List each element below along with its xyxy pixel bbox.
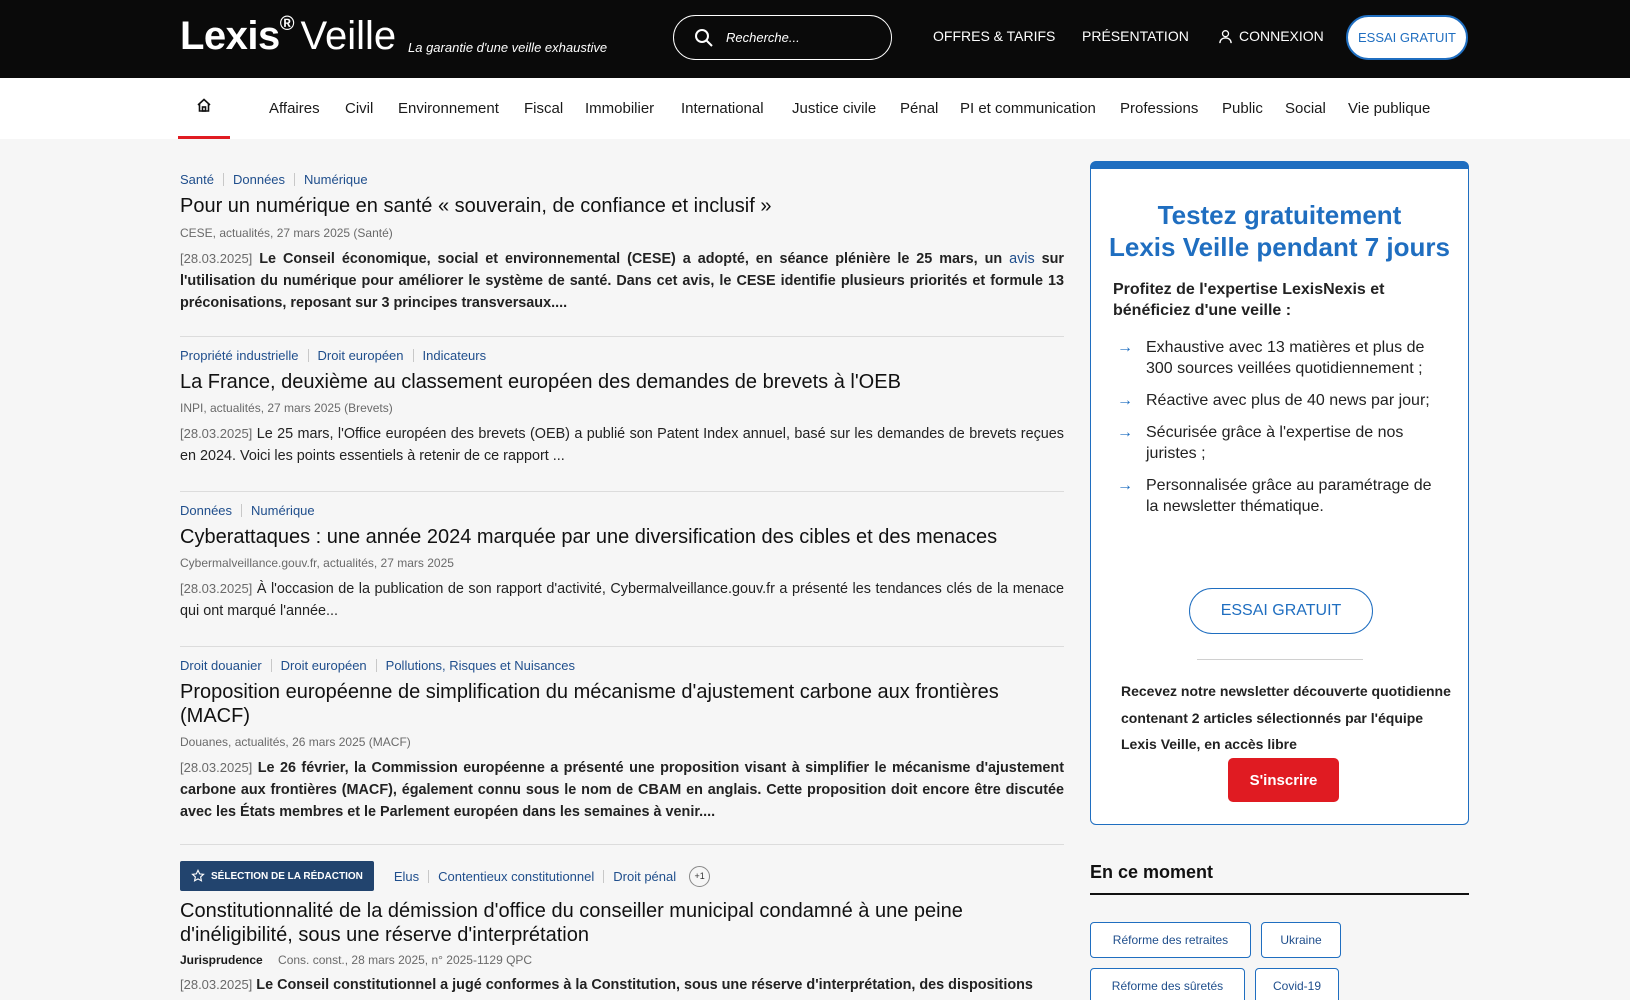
tag-link[interactable]: Santé [180,172,214,187]
article-tags [180,349,1064,362]
article-excerpt [180,423,1064,467]
selection-redaction-badge [180,861,374,891]
logo-lexis: Lexis [180,14,280,58]
jurisprudence-label: Jurisprudence [180,953,263,967]
tag-link[interactable]: Droit européen [308,349,413,362]
excerpt-text: Le 25 mars, l'Office européen des brevets (OEB) a publié son Patent Index annuel, basé sur les demandes de brevets reçues en 2024. Voici les points essentiels à retenir de ce rapport ... [180,426,1064,464]
article-date: [28.03.2025] [180,426,253,441]
search-icon [694,28,714,48]
source-text: Cons. const., 28 mars 2025, n° 2025-1129 QPC [278,953,533,967]
article-title[interactable]: Pour un numérique en santé « souverain, de confiance et inclusif » [180,195,772,217]
arrow-right-icon: → [1117,392,1133,409]
feature-text: Réactive avec plus de 40 news par jour; [1146,392,1430,409]
article-tags [180,504,1064,517]
logo-veille: Veille [300,14,397,58]
tag-link[interactable]: Droit douanier [180,658,262,673]
user-icon [1218,29,1233,44]
cat-immobilier[interactable]: Immobilier [585,100,655,117]
article-source [180,953,1064,967]
article-list [180,139,1064,1000]
cat-international[interactable]: International [681,100,764,117]
article-date: [28.03.2025] [180,977,253,992]
feature-text: Exhaustive avec 13 matières et plus de 300 sources veillées quotidiennement ; [1146,339,1425,377]
cat-penal[interactable]: Pénal [900,100,939,117]
article-excerpt [180,248,1064,314]
article-title[interactable]: Cyberattaques : une année 2024 marquée par une diversification des cibles et des menaces [180,526,998,548]
excerpt-text: sur l'utilisation du numérique pour améliorer le système de santé. Dans cet avis, le CESE identifie plusieurs priorités et formule 13 préconisations, reposant sur 3 principes transversaux.... [180,251,1065,311]
tag-link[interactable]: Données [180,503,233,518]
tag-link[interactable]: Elus [393,868,420,884]
excerpt-text: Le Conseil constitutionnel a jugé conformes à la Constitution, sous une réserve d'interprétation, des dispositions [256,977,1033,993]
topic-chip[interactable]: Réforme des sûretés [1090,968,1245,1000]
tag-link[interactable]: Pollutions, Risques et Nuisances [376,659,584,672]
badge-label: SÉLECTION DE LA RÉDACTION [211,870,363,882]
promo-title-line: Testez gratuitement [1157,200,1402,230]
star-icon [191,869,205,883]
promo-feature [1117,475,1447,517]
feature-text: Sécurisée grâce à l'expertise de nos juristes ; [1146,424,1404,462]
promo-title [1091,199,1468,263]
article-title[interactable]: La France, deuxième au classement européen des demandes de brevets à l'OEB [180,371,901,393]
article-tags [180,659,1064,672]
article-excerpt [180,974,1064,996]
article-source: Cybermalveillance.gouv.fr, actualités, 27 mars 2025 [180,556,454,570]
promo-intro: Profitez de l'expertise LexisNexis et bénéficiez d'une veille : [1113,281,1385,319]
article-tags [180,861,1064,891]
tag-link[interactable]: Propriété industrielle [180,348,299,363]
excerpt-text: Le Conseil économique, social et environnemental (CESE) a adopté, en séance plénière le 25 mars, un [259,251,1003,267]
top-header [0,0,1630,78]
tag-link[interactable]: Contentieux constitutionnel [428,870,603,883]
cat-affaires[interactable]: Affaires [269,100,320,117]
promo-feature [1117,422,1447,464]
promo-title-line: Lexis Veille pendant 7 jours [1108,232,1450,262]
connexion-label: CONNEXION [1239,28,1324,44]
promo-feature [1117,390,1447,411]
cat-environnement[interactable]: Environnement [398,100,499,117]
arrow-right-icon: → [1117,477,1133,494]
article-item [180,337,1064,492]
article-date: [28.03.2025] [180,251,253,266]
topic-chip[interactable]: Réforme des retraites [1090,922,1251,958]
cat-justice-civile[interactable]: Justice civile [792,100,877,117]
nav-connexion[interactable] [1218,28,1324,44]
excerpt-text: Le 26 février, la Commission européenne a présenté une proposition visant à simplifier le mécanisme d'ajustement carbone aux frontières (MACF), également connu sous le nom de CBAM en anglais. Cette proposition doit encore être discutée avec les États membres et le Parlement européen dans les semaines à venir.... [180,760,1064,820]
article-item [180,647,1064,845]
nav-offres-tarifs[interactable]: OFFRES & TARIFS [933,28,1056,44]
cat-pi-communication[interactable]: PI et communication [960,100,1096,117]
home-tab[interactable] [178,78,230,139]
tag-link[interactable]: Numérique [241,504,324,517]
article-excerpt [180,578,1064,622]
newsletter-text: Recevez notre newsletter découverte quotidienne contenant 2 articles sélectionnés par l'équipe Lexis Veille, en accès libre [1121,683,1451,752]
tag-link[interactable]: Indicateurs [413,349,496,362]
article-item [180,845,1064,1000]
promo-feature [1117,337,1447,379]
article-item [180,492,1064,647]
tag-link[interactable]: Données [223,173,294,186]
tag-link[interactable]: Droit européen [271,659,376,672]
trial-promo-box [1090,161,1469,825]
article-title[interactable]: Proposition européenne de simplification du mécanisme d'ajustement carbone aux frontières (MACF) [180,681,999,727]
promo-essai-gratuit-button[interactable]: ESSAI GRATUIT [1189,588,1373,634]
lexis-veille-logo[interactable] [180,14,396,58]
topic-chip[interactable]: Ukraine [1261,922,1341,958]
topic-chip[interactable]: Covid-19 [1255,968,1339,1000]
search-input[interactable] [726,30,876,45]
divider [1197,659,1363,660]
tag-link[interactable]: Numérique [294,173,377,186]
promo-feature-list [1117,337,1447,528]
logo-registered: ® [279,13,295,35]
feature-text: Personnalisée grâce au paramétrage de la newsletter thématique. [1146,477,1432,515]
tag-link[interactable]: Droit pénal [603,870,685,883]
arrow-right-icon: → [1117,339,1133,356]
search-box[interactable] [673,15,892,60]
cat-public[interactable]: Public [1222,100,1263,117]
article-date: [28.03.2025] [180,760,253,775]
article-title[interactable]: Constitutionnalité de la démission d'office du conseiller municipal condamné à une peine d'inéligibilité, sous une réserve d'interprétation [180,900,963,946]
article-source: CESE, actualités, 27 mars 2025 (Santé) [180,226,393,240]
cat-vie-publique[interactable]: Vie publique [1348,100,1431,117]
tagline: La garantie d'une veille exhaustive [408,40,608,55]
sinscrire-button[interactable]: S'inscrire [1228,758,1339,802]
article-excerpt [180,757,1064,823]
essai-gratuit-button[interactable]: ESSAI GRATUIT [1346,15,1468,60]
arrow-right-icon: → [1117,424,1133,441]
article-source: Douanes, actualités, 26 mars 2025 (MACF) [180,735,411,749]
article-date: [28.03.2025] [180,581,253,596]
more-tags-button[interactable]: +1 [689,866,710,887]
cat-civil[interactable]: Civil [345,100,374,117]
excerpt-text: À l'occasion de la publication de son rapport d'activité, Cybermalveillance.gouv.fr a présenté les tendances clés de la menace qui ont marqué l'année... [180,581,1065,619]
article-item [180,139,1064,337]
cat-social[interactable]: Social [1285,100,1326,117]
en-ce-moment-heading: En ce moment [1090,862,1469,895]
article-source: INPI, actualités, 27 mars 2025 (Brevets) [180,401,393,415]
category-nav [0,78,1630,139]
nav-presentation[interactable]: PRÉSENTATION [1082,28,1189,44]
home-icon [196,97,212,113]
cat-fiscal[interactable]: Fiscal [524,100,564,117]
cat-professions[interactable]: Professions [1120,100,1199,117]
avis-link[interactable]: avis [1009,251,1035,267]
article-tags [180,173,1064,186]
